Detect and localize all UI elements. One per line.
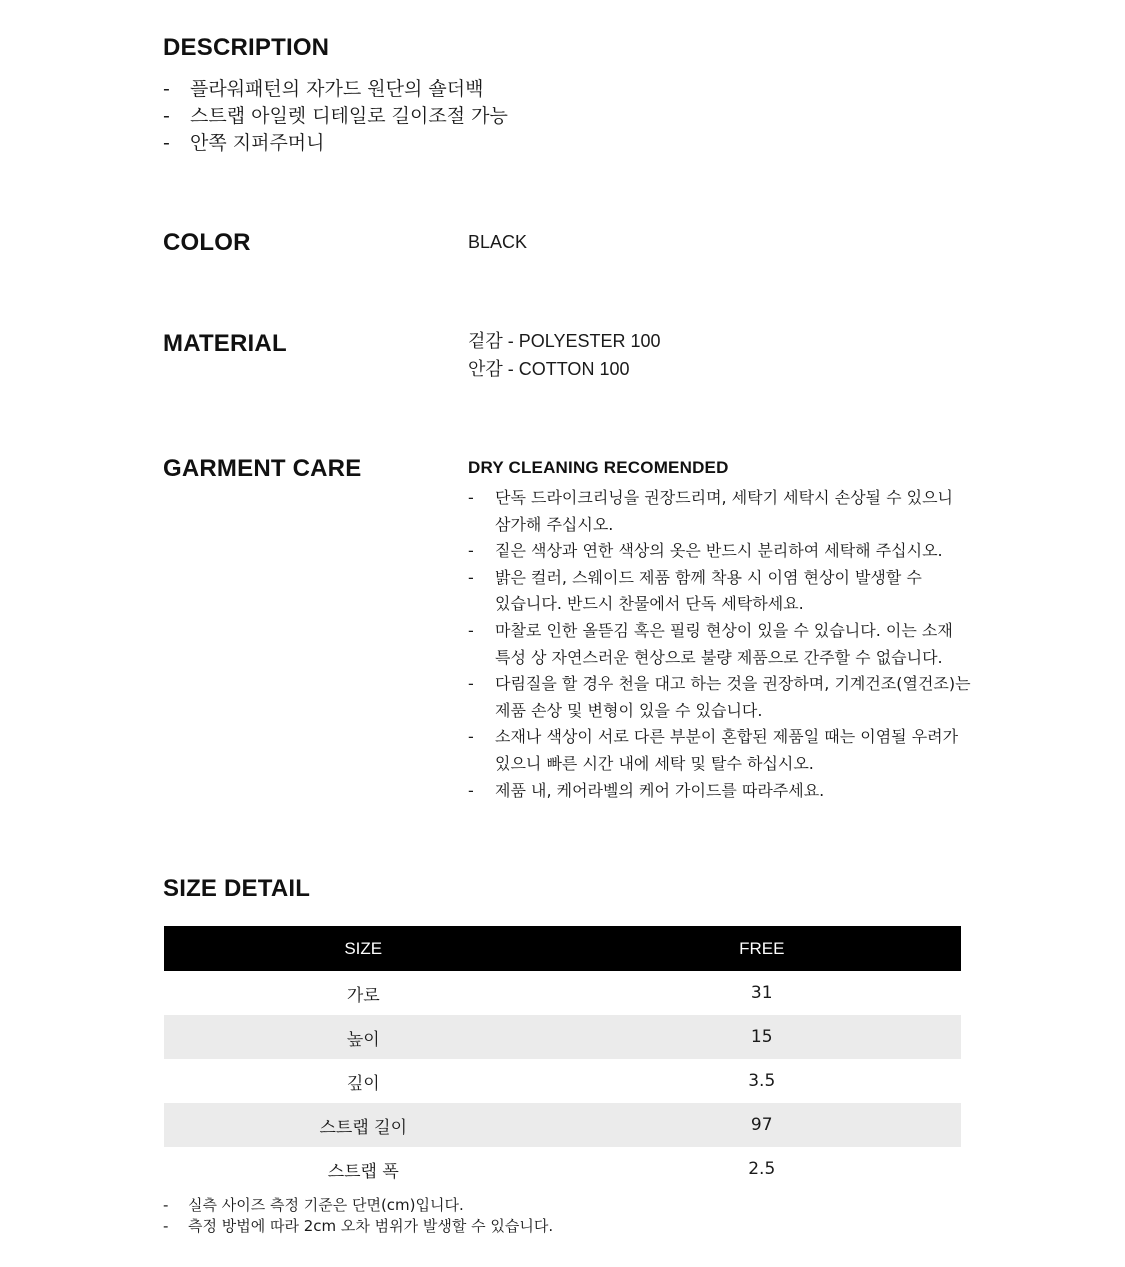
size-note-text: 실측 사이즈 측정 기준은 단면(cm)입니다. — [188, 1196, 464, 1214]
material-values — [468, 327, 661, 383]
care-item — [468, 538, 1028, 565]
description-item — [163, 76, 508, 103]
material-line: 안감 - COTTON 100 — [468, 359, 630, 379]
size-table — [164, 926, 961, 1191]
care-item-line: 삼가해 주십시오. — [495, 514, 614, 534]
care-item-line: 있습니다. 반드시 찬물에서 단독 세탁하세요. — [495, 594, 804, 614]
table-row — [164, 1103, 961, 1147]
color-heading: COLOR — [163, 229, 251, 256]
table-row — [164, 1015, 961, 1059]
care-item-line: 특성 상 자연스러운 현상으로 불량 제품으로 간주할 수 없습니다. — [495, 647, 943, 667]
care-item-line: 밝은 컬러, 스웨이드 제품 함께 착용 시 이염 현상이 발생할 수 — [495, 567, 922, 587]
description-item-text: 안쪽 지퍼주머니 — [190, 132, 325, 154]
care-item-line: 소재나 색상이 서로 다른 부분이 혼합된 제품일 때는 이염될 우려가 — [495, 727, 959, 747]
size-label-cell: 가로 — [346, 985, 380, 1006]
bullet-dash: - — [468, 567, 474, 587]
care-title: DRY CLEANING RECOMENDED — [468, 458, 729, 477]
free-column-header: FREE — [563, 926, 962, 971]
bullet-dash: - — [468, 620, 474, 640]
size-table-header-row — [164, 926, 961, 971]
size-column-header: SIZE — [164, 926, 563, 971]
care-item — [468, 778, 1028, 805]
care-item — [468, 618, 1028, 671]
bullet-dash: - — [468, 727, 474, 747]
bullet-dash: - — [468, 488, 474, 507]
color-value: BLACK — [468, 232, 528, 252]
care-item-line: 단독 드라이크리닝을 권장드리며, 세탁기 세탁시 손상될 수 있으니 — [495, 488, 954, 507]
care-item — [468, 671, 1028, 724]
description-item — [163, 103, 508, 130]
care-item — [468, 565, 1028, 618]
material-line: 겉감 - POLYESTER 100 — [468, 331, 661, 351]
size-label-cell: 높이 — [164, 1015, 563, 1059]
care-item-line: 다림질을 할 경우 천을 대고 하는 것을 권장하며, 기계건조(열건조)는 — [495, 674, 971, 694]
care-item-line: 제품 손상 및 변형이 있을 수 있습니다. — [495, 700, 763, 720]
bullet-dash: - — [468, 674, 474, 694]
garment-care-block — [468, 455, 1028, 804]
care-item — [468, 724, 1028, 777]
garment-care-heading: GARMENT CARE — [163, 455, 362, 482]
care-item-line: 마찰로 인한 올뜯김 혹은 필링 현상이 있을 수 있습니다. 이는 소재 — [495, 620, 953, 640]
description-heading: DESCRIPTION — [163, 34, 330, 61]
size-value-cell: 2.5 — [748, 1159, 776, 1179]
care-item — [468, 485, 1028, 538]
bullet-dash: - — [163, 132, 170, 154]
table-row — [164, 971, 961, 1015]
table-row — [164, 1059, 961, 1103]
size-detail-heading: SIZE DETAIL — [163, 875, 311, 902]
description-item-text: 스트랩 아일렛 디테일로 길이조절 가능 — [190, 105, 508, 127]
size-note — [163, 1195, 553, 1216]
description-item-text: 플라워패턴의 자가드 원단의 숄더백 — [190, 78, 484, 100]
size-value-cell: 97 — [563, 1103, 962, 1147]
size-value-cell: 3.5 — [748, 1071, 776, 1091]
bullet-dash: - — [468, 780, 474, 800]
description-item — [163, 130, 508, 157]
care-list — [468, 485, 1028, 804]
size-label-cell: 스트랩 길이 — [164, 1103, 563, 1147]
size-note-text: 측정 방법에 따라 2cm 오차 범위가 발생할 수 있습니다. — [188, 1217, 554, 1235]
size-value-cell: 31 — [750, 983, 773, 1003]
bullet-dash: - — [163, 105, 170, 127]
care-item-line: 제품 내, 케어라벨의 케어 가이드를 따라주세요. — [495, 780, 825, 800]
bullet-dash: - — [468, 541, 474, 561]
size-notes — [163, 1195, 553, 1237]
description-list — [163, 76, 508, 157]
size-note — [163, 1216, 553, 1237]
bullet-dash: - — [163, 78, 170, 100]
size-label-cell: 스트랩 폭 — [327, 1161, 399, 1182]
size-value-cell: 15 — [563, 1015, 962, 1059]
care-item-line: 짙은 색상과 연한 색상의 옷은 반드시 분리하여 세탁해 주십시오. — [495, 541, 943, 561]
table-row — [164, 1147, 961, 1191]
care-item-line: 있으니 빠른 시간 내에 세탁 및 탈수 하십시오. — [495, 753, 814, 773]
material-heading: MATERIAL — [163, 330, 287, 357]
bullet-dash: - — [163, 1217, 169, 1235]
size-label-cell: 깊이 — [346, 1073, 380, 1094]
bullet-dash: - — [163, 1196, 169, 1214]
